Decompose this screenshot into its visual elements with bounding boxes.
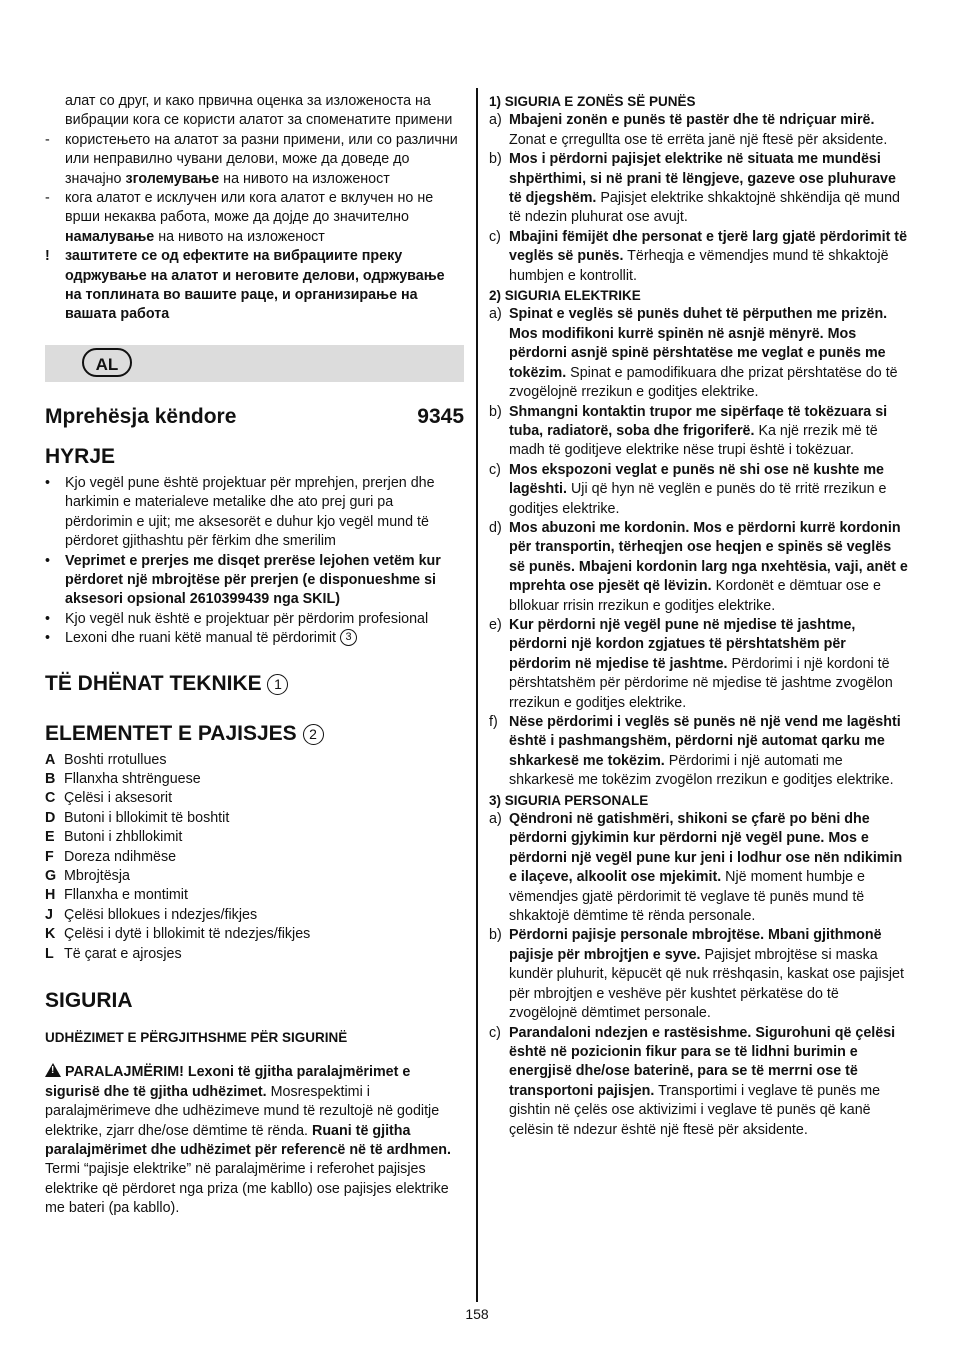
left-column	[45, 92, 464, 1219]
language-bar	[45, 345, 464, 382]
safety-section-title: 2) SIGURIA ELEKTRIKE	[489, 288, 641, 304]
intro-bullet: • Kjo vegël nuk është e projektuar për përdorim profesional	[45, 610, 429, 627]
safety-item: f) Nëse përdorimi i veglës së punës në një vend me lagështi është i pashmangshëm, përdorni një automat qarku me shkarkesë me tokëzim. Përdorimi i një automati me shkarkesë me tokëzim zvogëlon rrezikun e goditjes elektrike.	[489, 714, 901, 789]
figure-ref: 2	[303, 724, 324, 745]
safety-section-title: 3) SIGURIA PERSONALE	[489, 792, 649, 808]
column-divider	[476, 88, 478, 1302]
list-item: D Butoni i bllokimit të boshtit	[45, 809, 230, 826]
mk-warning-item: ! заштитете се од ефектите на вибрациите преку одржување на алатот и неговите делови, одржување на топлината во вашите раце, и организирање на вашата работа	[45, 248, 445, 323]
safety-item: a) Mbajeni zonën e punës të pastër dhe të ndriçuar mirë. Zonat e çrregullta ose të errëta janë një ftesë për aksidente.	[489, 112, 888, 148]
list-item: L Të çarat e ajrosjes	[45, 945, 182, 962]
safety-item: c) Mos ekspozoni veglat e punës në shi ose në kushte me lagështi. Uji që hyn në veglën e punës do të rritë rrezikun e goditjes elektrike.	[489, 461, 887, 517]
safety-item: b) Mos i përdorni pajisjet elektrike në situata me mundësi shpërthimi, si në prani të lëngjeve, gazeve ose pluhurave të djegshëm. Pajisjet elektrike shkaktojnë shkëndija që mund të ndezin pluhurat ose avujt.	[489, 151, 900, 226]
section-heading-hyrje: HYRJE	[45, 444, 116, 468]
list-item: H Fllanxha e montimit	[45, 887, 188, 904]
mk-dash-item: - користењето на алатот за разни примени, или со различни или неправилно чувани делови, може да доведе до значајно зголемување на нивото на изложеност	[45, 131, 458, 187]
safety-item: b) Përdorni pajisje personale mbrojtëse. Mbani gjithmonë pajisje për mbrojtjen e syve. Pajisjet mbrojtëse si maska kundër pluhurit, këpucët që nuk rrëshqasin, kaskat ose pajisjet për mbrojtjen e veshëve për kushtet përkatëse do të zvogëlojnë dëmtimet personale.	[489, 927, 904, 1022]
list-item: F Doreza ndihmëse	[45, 848, 177, 865]
safety-item: a) Spinat e veglës së punës duhet të përputhen me prizën. Mos modifikoni kurrë spinën në asnjë mënyrë. Mos përdorni asnjë spinë përshtatëse me veglat e punës me tokëzim. Spinat e pamodifikuara dhe prizat përshtatëse do të zvogëlojnë rrezikun e goditjes elektrike.	[489, 306, 898, 401]
product-name: Mprehësja këndore	[45, 404, 237, 428]
safety-item: e) Kur përdorni një vegël pune në mjedise të jashtme, përdorni një kordon zgjatues të përshtatshëm për përdorim në mjedise të jashtme. Përdorimi i një kordoni të përshtatshëm për përdorime në mjedise të jashtme zvogëlon rrezikun e goditjes elektrike.	[489, 616, 893, 711]
product-model: 9345	[417, 404, 464, 428]
elements-list	[45, 751, 464, 964]
intro-bullet: • Lexoni dhe ruani këtë manual të përdorimit 3	[45, 629, 464, 648]
figure-ref: 3	[340, 629, 357, 646]
safety-subheading: UDHËZIMET E PËRGJITHSHME PËR SIGURINË	[45, 1030, 348, 1045]
product-title	[45, 404, 464, 430]
mk-intro-text: алат со друг, и како првична оценка за изложеноста на вибрации кога се користи алатот за споменатите примени	[65, 93, 453, 129]
safety-item: b) Shmangni kontaktin trupor me sipërfaqe të tokëzuara si tuba, radiatorë, soba dhe frigoriferë. Ka një rrezik më të madh të goditjeve elektrike nëse trupi është i tokëzuar.	[489, 403, 888, 459]
list-item: G Mbrojtësja	[45, 867, 130, 884]
safety-item: c) Parandaloni ndezjen e rastësishme. Sigurohuni që çelësi është në pozicionin fikur para se të lidhni burimin e energjisë dhe/ose baterinë, para se të merrni ose të transportoni pajisjen. Transportimi i veglave të punës me gishtin në çelës ose aktivizimi i veglave të punës që kanë çelësin të ndezur është një ftesë për aksidente.	[489, 1024, 896, 1138]
list-item: J Çelësi bllokues i ndezjes/fikjes	[45, 906, 258, 923]
safety-item: d) Mos abuzoni me kordonin. Mos e përdorni kurrë kordonin për transportin, tërheqjen ose heqjen e spinës së veglës së punës. Mbajeni kordonin larg nga nxehtësia, vaji, anët e mprehta ose pjesët që lëvizin. Kordonët e dëmtuar ose e bllokuar rrisin rrezikun e goditjes elektrike.	[489, 519, 908, 614]
safety-item: c) Mbajini fëmijët dhe personat e tjerë larg gjatë përdorimit të veglës së punës. Tërheqja e vëmendjes mund të shkaktojë humbjen e kontrollit.	[489, 228, 908, 284]
section-heading-tech: TË DHËNAT TEKNIKE 1	[45, 671, 464, 697]
safety-section-title: 1) SIGURIA E ZONËS SË PUNËS	[489, 94, 696, 109]
page-number: 158	[465, 1306, 489, 1322]
mk-dash-item: - кога алатот е исклучен или кога алатот е вклучен но не врши некаква работа, може да дојде до значително намалување на нивото на изложеност	[45, 190, 434, 245]
list-item: A Boshti rrotullues	[45, 751, 167, 768]
figure-ref: 1	[267, 674, 288, 695]
warning-triangle-icon	[45, 1063, 61, 1077]
safety-item: a) Qëndroni në gatishmëri, shikoni se çfarë po bëni dhe përdorni gjykimin kur përdorni një vegël pune. Mos e përdorni një vegël pune kur jeni i lodhur ose nën ndikimin e ilaçeve, alkoolit ose mjekimit. Një moment humbje e vëmendjes gjatë përdorimit të veglave të punës mund të shkaktojë dëmtime të rënda personale.	[489, 811, 903, 925]
general-warning: !PARALAJMËRIM! Lexoni të gjitha paralajmërimet e sigurisë dhe të gjitha udhëzimet. Mosrespektimi i paralajmërimeve dhe udhëzimeve mund të rezultojë në goditje elektrike, zjarr dhe/ose dëmtime të rënda. Ruani të gjitha paralajmërimet dhe udhëzimet për referencë në të ardhmen. Termi “pajisje elektrike” në paralajmërime i referohet pajisjes elektrike që përdoret nga priza (me kabllo) ose pajisjes elektrike me bateri (pa kabllo).	[45, 1063, 464, 1218]
right-column	[489, 92, 910, 1140]
list-item: C Çelësi i aksesorit	[45, 790, 173, 807]
list-item: B Fllanxha shtrënguese	[45, 770, 201, 787]
intro-bullet: • Kjo vegël pune është projektuar për mprehjen, prerjen dhe harkimin e materialeve metalike dhe ato prej guri pa përdorimin e ujit; me aksesorët e duhur kjo vegël mund të përdoret gjithashtu për fërkim dhe smerilim	[45, 474, 435, 550]
list-item: E Butoni i zhbllokimit	[45, 829, 183, 846]
section-heading-siguria: SIGURIA	[45, 989, 133, 1012]
section-heading-elements: ELEMENTET E PAJISJES 2	[45, 721, 464, 747]
intro-bullet: • Veprimet e prerjes me disqet prerëse lejohen vetëm kur përdoret një mbrojtëse për prerjen (e disponueshme si aksesori opsional 2610399439 nga SKIL)	[45, 552, 441, 608]
language-badge: AL	[82, 348, 132, 377]
list-item: K Çelësi i dytë i bllokimit të ndezjes/fikjes	[45, 926, 311, 943]
